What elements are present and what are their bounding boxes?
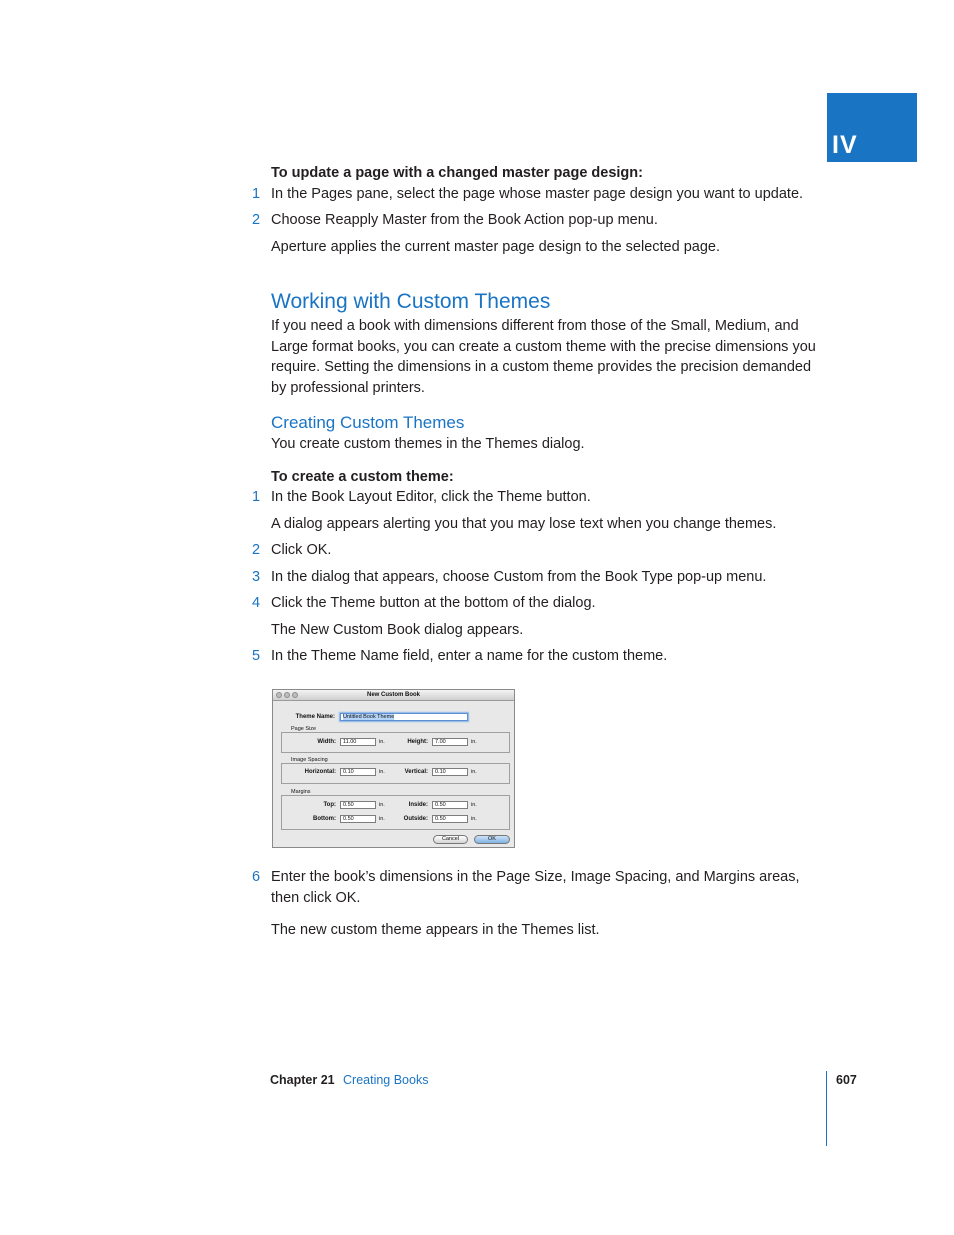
step-number: 2 — [252, 542, 261, 558]
footer-divider — [826, 1071, 827, 1146]
step-number: 2 — [252, 212, 261, 228]
step-number: 4 — [252, 595, 261, 611]
dialog-title-bar — [273, 690, 514, 701]
footer-chapter: Chapter 21 — [270, 1073, 335, 1087]
ok-button[interactable]: OK — [474, 835, 510, 844]
part-tab-label: IV — [832, 131, 858, 159]
dialog-title: New Custom Book — [366, 692, 420, 698]
width-label: Width: — [317, 739, 336, 745]
inside-unit: in. — [471, 802, 477, 808]
outside-field[interactable]: 0.50 — [432, 815, 468, 823]
step-result: A dialog appears alerting you that you may lose text when you change themes. — [271, 516, 777, 532]
margins-label: Margins — [291, 789, 311, 795]
step-result: The New Custom Book dialog appears. — [271, 622, 524, 638]
step-text: Enter the book’s dimensions in the Page Size, Image Spacing, and Margins areas, then click OK. — [271, 869, 800, 906]
top-field[interactable]: 0.50 — [340, 801, 376, 809]
height-label: Height: — [407, 739, 428, 745]
subsection-title: Creating Custom Themes — [271, 413, 465, 432]
zoom-icon[interactable] — [292, 692, 298, 698]
height-unit: in. — [471, 739, 477, 745]
step-text: Click the Theme button at the bottom of the dialog. — [271, 595, 596, 611]
step-number: 3 — [252, 569, 261, 585]
close-icon[interactable] — [276, 692, 282, 698]
step-number: 5 — [252, 648, 261, 664]
step-number: 6 — [252, 869, 261, 885]
minimize-icon[interactable] — [284, 692, 290, 698]
bottom-field[interactable]: 0.50 — [340, 815, 376, 823]
step-text: In the Book Layout Editor, click the Theme button. — [271, 489, 591, 505]
step-number: 1 — [252, 186, 261, 202]
margins-group — [281, 795, 510, 830]
new-custom-book-dialog — [272, 689, 515, 848]
width-unit: in. — [379, 739, 385, 745]
bottom-unit: in. — [379, 816, 385, 822]
step-result: The new custom theme appears in the Themes list. — [271, 922, 600, 938]
image-spacing-label: Image Spacing — [291, 757, 328, 763]
theme-name-label: Theme Name: — [295, 714, 335, 720]
horizontal-field[interactable]: 0.10 — [340, 768, 376, 776]
top-unit: in. — [379, 802, 385, 808]
subsection-intro: You create custom themes in the Themes dialog. — [271, 436, 585, 452]
width-field[interactable]: 11.00 — [340, 738, 376, 746]
step-text: Click OK. — [271, 542, 332, 558]
page-number: 607 — [836, 1073, 857, 1087]
task-heading-update: To update a page with a changed master page design: — [271, 165, 643, 181]
height-field[interactable]: 7.00 — [432, 738, 468, 746]
horizontal-label: Horizontal: — [304, 769, 336, 775]
inside-label: Inside: — [408, 802, 428, 808]
part-tab — [827, 93, 917, 162]
section-body: If you need a book with dimensions different from those of the Small, Medium, and Large format books, you can create a custom theme with the precise dimensions you require. Setting the dimensions in a custom theme provides the precision demanded by professional printers. — [271, 318, 816, 396]
outside-unit: in. — [471, 816, 477, 822]
step-result: Aperture applies the current master page design to the selected page. — [271, 239, 720, 255]
step-text: In the Theme Name field, enter a name for the custom theme. — [271, 648, 668, 664]
cancel-button[interactable]: Cancel — [433, 835, 468, 844]
horizontal-unit: in. — [379, 769, 385, 775]
step-text: In the dialog that appears, choose Custom from the Book Type pop-up menu. — [271, 569, 767, 585]
theme-name-field[interactable] — [340, 713, 468, 721]
page-size-label: Page Size — [291, 726, 317, 732]
vertical-field[interactable]: 0.10 — [432, 768, 468, 776]
step-number: 1 — [252, 489, 261, 505]
inside-field[interactable]: 0.50 — [432, 801, 468, 809]
outside-label: Outside: — [403, 816, 428, 822]
footer-chapter-title: Creating Books — [343, 1073, 429, 1087]
step-text: In the Pages pane, select the page whose master page design you want to update. — [271, 186, 804, 202]
top-label: Top: — [323, 802, 336, 808]
vertical-label: Vertical: — [404, 769, 428, 775]
task-heading-create: To create a custom theme: — [271, 469, 454, 485]
theme-name-value: Untitled Book Theme — [343, 714, 395, 720]
section-title: Working with Custom Themes — [271, 290, 551, 313]
step-text: Choose Reapply Master from the Book Action pop-up menu. — [271, 212, 658, 228]
vertical-unit: in. — [471, 769, 477, 775]
bottom-label: Bottom: — [313, 816, 336, 822]
